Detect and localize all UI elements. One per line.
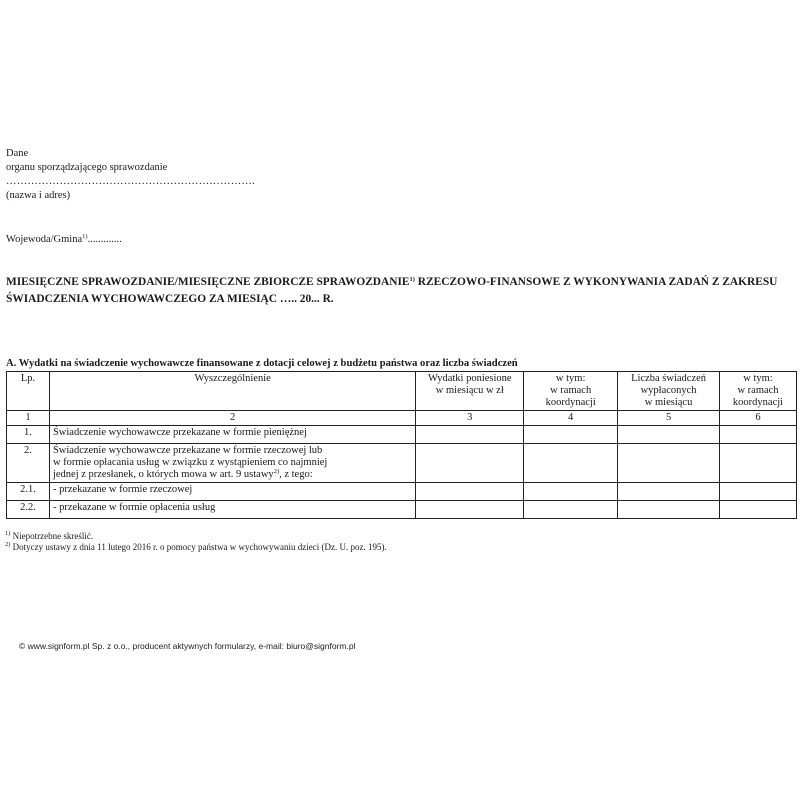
- table-row: [7, 426, 797, 444]
- voivode-line: [6, 233, 122, 247]
- cell-benefits-count[interactable]: [618, 444, 720, 483]
- header-line-organ: organu sporządzającego sprawozdanie: [6, 162, 168, 173]
- column-number: 2: [49, 411, 415, 426]
- expenses-table: [6, 371, 797, 519]
- cell-expenses[interactable]: [416, 444, 524, 483]
- cell-benefits-coordination[interactable]: [720, 501, 797, 519]
- voivode-footnote-ref: 1): [82, 233, 88, 240]
- header-line-dane: Dane: [6, 148, 29, 159]
- row-lp: 2.: [7, 444, 50, 483]
- table-header-row: [7, 372, 797, 411]
- footnote-1: $^{1)}$ Niepotrzebne skreślić.: [5, 530, 94, 541]
- voivode-field[interactable]: .............: [87, 234, 122, 245]
- row-description: - przekazane w formie rzeczowej: [49, 483, 415, 501]
- title-part1: MIESIĘCZNE SPRAWOZDANIE/MIESIĘCZNE ZBIORCZE SPRAWOZDANIE: [6, 276, 410, 288]
- footnote-2: $^{2)}$ Dotyczy ustawy z dnia 11 lutego 2016 r. o pomocy państwa w wychowywaniu dzieci (Dz. U. poz. 195).: [5, 541, 387, 552]
- report-title: [6, 274, 796, 308]
- table-row: [7, 501, 797, 519]
- row-lp: 1.: [7, 426, 50, 444]
- column-number: 4: [524, 411, 618, 426]
- cell-expenses-coordination[interactable]: [524, 501, 618, 519]
- cell-expenses[interactable]: [416, 483, 524, 501]
- header-expenses: Wydatki poniesione w miesiącu w zł: [416, 372, 524, 411]
- cell-benefits-coordination[interactable]: [720, 483, 797, 501]
- header-benefits-count: Liczba świadczeń wypłaconych w miesiącu: [618, 372, 720, 411]
- column-number: 5: [618, 411, 720, 426]
- column-number: 6: [720, 411, 797, 426]
- table-row: [7, 483, 797, 501]
- cell-expenses-coordination[interactable]: [524, 444, 618, 483]
- cell-benefits-count[interactable]: [618, 501, 720, 519]
- column-number-row: [7, 411, 797, 426]
- title-part2: RZECZOWO-FINANSOWE Z WYKONYWANIA ZADAŃ Z ZAKRESU ŚWIADCZENIA WYCHOWAWCZEGO ZA MIESIĄC ….. 20... R.: [6, 276, 778, 305]
- footnotes: [5, 531, 387, 553]
- cell-expenses[interactable]: [416, 426, 524, 444]
- header-line-name-address: (nazwa i adres): [6, 190, 71, 201]
- column-number: 3: [416, 411, 524, 426]
- header-lp: Lp.: [7, 372, 50, 411]
- header-benefits-coordination: w tym: w ramach koordynacji: [720, 372, 797, 411]
- row-description: Świadczenie wychowawcze przekazane w formie pieniężnej: [49, 426, 415, 444]
- row-description: Świadczenie wychowawcze przekazane w formie rzeczowej lub w formie opłacania usług w związku z wystąpieniem co najmniej jednej z przesłanek, o których mowa w art. 9 ustawy$^{2)}$, z tego:: [49, 444, 415, 483]
- cell-benefits-coordination[interactable]: [720, 444, 797, 483]
- row-lp: 2.1.: [7, 483, 50, 501]
- header-expenses-coordination: w tym: w ramach koordynacji: [524, 372, 618, 411]
- title-footnote-ref: 1): [409, 276, 415, 283]
- row-description: - przekazane w formie opłacenia usług: [49, 501, 415, 519]
- cell-benefits-count[interactable]: [618, 426, 720, 444]
- table-row: [7, 444, 797, 483]
- header-description: Wyszczególnienie: [49, 372, 415, 411]
- cell-benefits-coordination[interactable]: [720, 426, 797, 444]
- section-a-heading: A. Wydatki na świadczenie wychowawcze finansowane z dotacji celowej z budżetu państwa oraz liczba świadczeń: [6, 358, 518, 369]
- cell-benefits-count[interactable]: [618, 483, 720, 501]
- cell-expenses-coordination[interactable]: [524, 483, 618, 501]
- publisher-footer: © www.signform.pl Sp. z o.o., producent aktywnych formularzy, e-mail: biuro@signform.pl: [19, 641, 356, 651]
- reporting-body-block: [6, 147, 255, 203]
- row-lp: 2.2.: [7, 501, 50, 519]
- cell-expenses-coordination[interactable]: [524, 426, 618, 444]
- cell-expenses[interactable]: [416, 501, 524, 519]
- column-number: 1: [7, 411, 50, 426]
- voivode-label: Wojewoda/Gmina: [6, 234, 83, 245]
- name-address-field[interactable]: …………………………………………………………….: [6, 176, 255, 187]
